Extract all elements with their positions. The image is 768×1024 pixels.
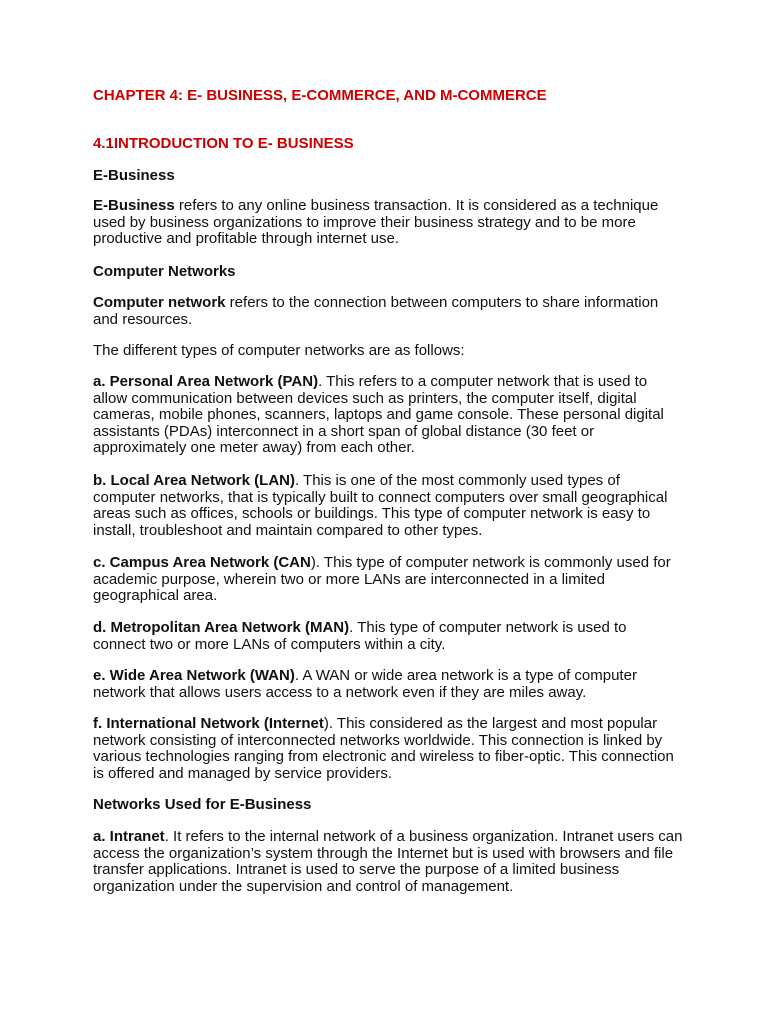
- term: c. Campus Area Network (CAN: [93, 554, 311, 571]
- body-text: . It refers to the internal network of a business organization. Intranet users can access the organization’s system through the Internet but is used with browsers and file transfer applications. Intranet is used to serve the purpose of a limited business organization under the supervision and control of management.: [93, 828, 683, 895]
- body-text: ). This considered as the largest and most popular network consisting of interconnected networks worldwide. This connection is linked by various technologies ranging from electronic and wireless to fiber-optic. This connection is offered and managed by service providers.: [93, 715, 674, 782]
- network-type-wan: [93, 668, 683, 701]
- body-text: . This refers to a computer network that is used to allow communication between devices such as printers, the computer itself, digital cameras, mobile phones, scanners, laptops and game console. These personal digital assistants (PDAs) interconnect in a short span of global distance (30 feet or approximately one meter away) from each other.: [93, 373, 664, 457]
- network-type-pan: [93, 374, 683, 457]
- chapter-title: CHAPTER 4: E- BUSINESS, E-COMMERCE, AND M-COMMERCE: [93, 87, 547, 104]
- network-type-internet: [93, 716, 683, 782]
- network-type-can: [93, 555, 683, 605]
- term: a. Intranet: [93, 828, 165, 845]
- heading-computer-networks: Computer Networks: [93, 263, 236, 280]
- paragraph-types-intro: The different types of computer networks are as follows:: [93, 342, 465, 359]
- body-text: refers to any online business transaction. It is considered as a technique used by business organizations to improve their business strategy and to be more productive and profitable through internet use.: [93, 197, 659, 248]
- body-text: refers to the connection between computers to share information and resources.: [93, 294, 659, 328]
- section-title: 4.1INTRODUCTION TO E- BUSINESS: [93, 135, 354, 152]
- term: E-Business: [93, 197, 175, 214]
- term: d. Metropolitan Area Network (MAN): [93, 619, 350, 636]
- term: b. Local Area Network (LAN): [93, 472, 295, 489]
- paragraph-computer-network: [93, 295, 683, 328]
- heading-ebusiness: E-Business: [93, 167, 175, 184]
- paragraph-intranet: [93, 829, 683, 895]
- body-text: . A WAN or wide area network is a type of computer network that allows users access to a network even if they are miles away.: [93, 667, 637, 701]
- term: a. Personal Area Network (PAN): [93, 373, 319, 390]
- body-text: . This is one of the most commonly used types of computer networks, that is typically built to connect computers over small geographical areas such as offices, schools or buildings. This type of computer network is easy to install, troubleshoot and maintain compared to other types.: [93, 472, 668, 539]
- body-text: . This type of computer network is used to connect two or more LANs of computers within a city.: [93, 619, 627, 653]
- term: f. International Network (Internet: [93, 715, 324, 732]
- network-type-lan: [93, 473, 683, 539]
- term: Computer network: [93, 294, 226, 311]
- network-type-man: [93, 620, 683, 653]
- term: e. Wide Area Network (WAN): [93, 667, 295, 684]
- body-text: ). This type of computer network is commonly used for academic purpose, wherein two or more LANs are interconnected in a limited geographical area.: [93, 554, 671, 605]
- paragraph-ebusiness: [93, 198, 683, 248]
- heading-networks-used: Networks Used for E-Business: [93, 796, 312, 813]
